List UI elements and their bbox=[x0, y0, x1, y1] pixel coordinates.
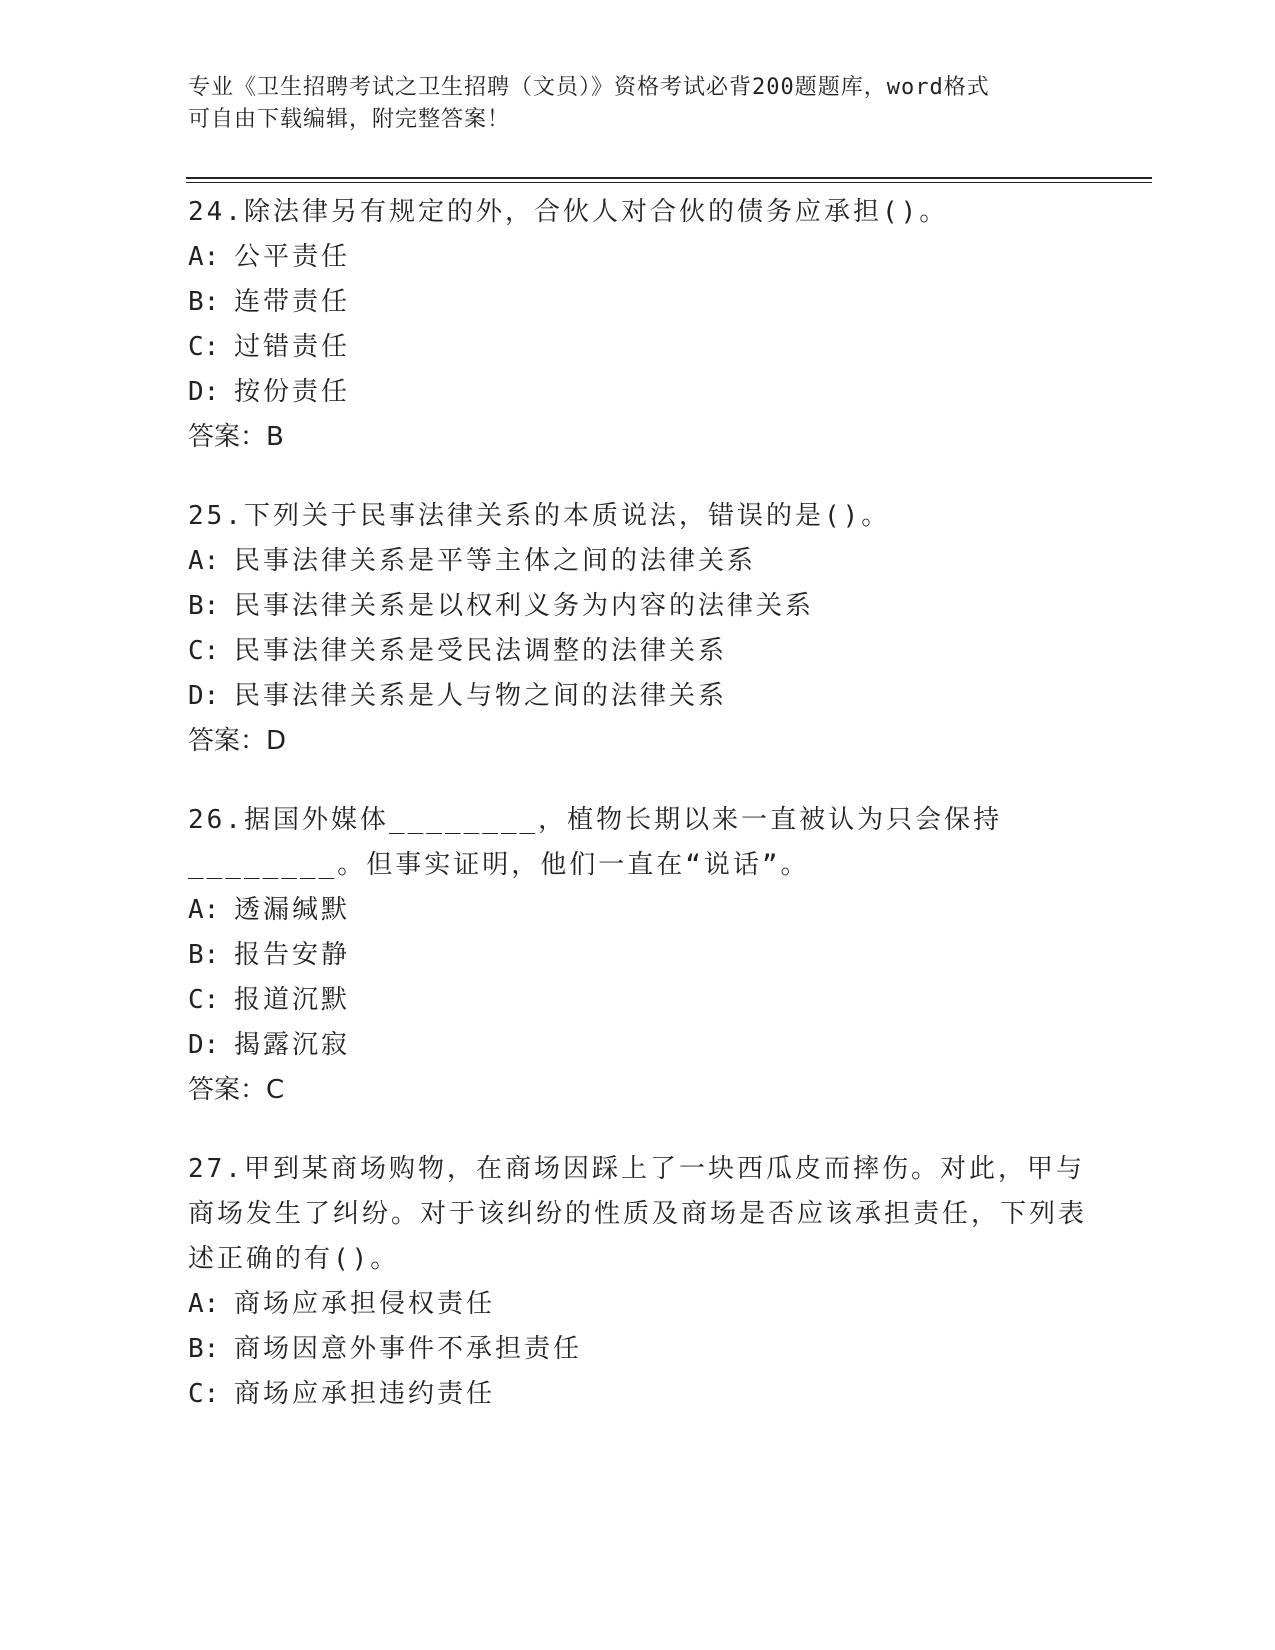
question-27 bbox=[188, 1147, 1088, 1417]
option-a bbox=[188, 235, 1088, 280]
question-text: 25.下列关于民事法律关系的本质说法，错误的是()。 bbox=[188, 501, 891, 531]
answer-line: 答案：C bbox=[188, 1075, 285, 1105]
option-label: B: bbox=[188, 1334, 220, 1364]
option-text: 按份责任 bbox=[234, 377, 351, 407]
option-text: 民事法律关系是人与物之间的法律关系 bbox=[234, 681, 728, 711]
option-text: 透漏缄默 bbox=[234, 895, 351, 925]
option-d bbox=[188, 674, 1088, 719]
option-label: D: bbox=[188, 1030, 220, 1060]
option-b bbox=[188, 933, 1088, 978]
option-text: 民事法律关系是平等主体之间的法律关系 bbox=[234, 546, 757, 576]
question-text: 24.除法律另有规定的外，合伙人对合伙的债务应承担()。 bbox=[188, 197, 949, 227]
option-text: 商场因意外事件不承担责任 bbox=[234, 1334, 583, 1364]
question-text: 27.甲到某商场购物，在商场因踩上了一块西瓜皮而摔伤。对此，甲与商场发生了纠纷。对于该纠纷的性质及商场是否应该承担责任，下列表述正确的有()。 bbox=[188, 1154, 1088, 1274]
option-label: D: bbox=[188, 377, 220, 407]
option-d bbox=[188, 1023, 1088, 1068]
option-text: 报告安静 bbox=[234, 940, 351, 970]
option-c bbox=[188, 978, 1088, 1023]
option-b bbox=[188, 584, 1088, 629]
option-text: 过错责任 bbox=[234, 332, 351, 362]
option-text: 民事法律关系是受民法调整的法律关系 bbox=[234, 636, 728, 666]
option-c bbox=[188, 629, 1088, 674]
answer-line: 答案：D bbox=[188, 726, 287, 756]
option-text: 商场应承担侵权责任 bbox=[234, 1289, 496, 1319]
option-b bbox=[188, 280, 1088, 325]
option-text: 民事法律关系是以权利义务为内容的法律关系 bbox=[234, 591, 815, 621]
option-b bbox=[188, 1327, 1088, 1372]
option-label: C: bbox=[188, 985, 220, 1015]
option-label: B: bbox=[188, 287, 220, 317]
option-text: 公平责任 bbox=[234, 242, 351, 272]
option-label: D: bbox=[188, 681, 220, 711]
option-label: C: bbox=[188, 636, 220, 666]
option-label: B: bbox=[188, 591, 220, 621]
option-label: B: bbox=[188, 940, 220, 970]
option-label: A: bbox=[188, 1289, 220, 1319]
header-divider-thin bbox=[186, 182, 1152, 183]
option-label: A: bbox=[188, 546, 220, 576]
option-label: C: bbox=[188, 1379, 220, 1409]
option-label: A: bbox=[188, 895, 220, 925]
option-text: 商场应承担违约责任 bbox=[234, 1379, 496, 1409]
question-25 bbox=[188, 494, 1088, 764]
question-text: 26.据国外媒体________，植物长期以来一直被认为只会保持________。但事实证明，他们一直在“说话”。 bbox=[188, 805, 1003, 880]
header-divider-thick bbox=[186, 177, 1152, 179]
option-text: 报道沉默 bbox=[234, 985, 351, 1015]
header-title-line-1: 专业《卫生招聘考试之卫生招聘（文员）》资格考试必背200题题库，word格式 bbox=[188, 75, 990, 100]
answer-line: 答案：B bbox=[188, 422, 284, 452]
question-24 bbox=[188, 190, 1088, 460]
question-list bbox=[188, 190, 1088, 1451]
option-c bbox=[188, 1372, 1088, 1417]
option-a bbox=[188, 888, 1088, 933]
document-header bbox=[188, 72, 1068, 136]
option-a bbox=[188, 1282, 1088, 1327]
option-label: A: bbox=[188, 242, 220, 272]
option-text: 揭露沉寂 bbox=[234, 1030, 351, 1060]
option-d bbox=[188, 370, 1088, 415]
option-a bbox=[188, 539, 1088, 584]
option-c bbox=[188, 325, 1088, 370]
header-title-line-2: 可自由下载编辑，附完整答案！ bbox=[188, 107, 511, 132]
option-text: 连带责任 bbox=[234, 287, 351, 317]
question-26 bbox=[188, 798, 1088, 1113]
option-label: C: bbox=[188, 332, 220, 362]
